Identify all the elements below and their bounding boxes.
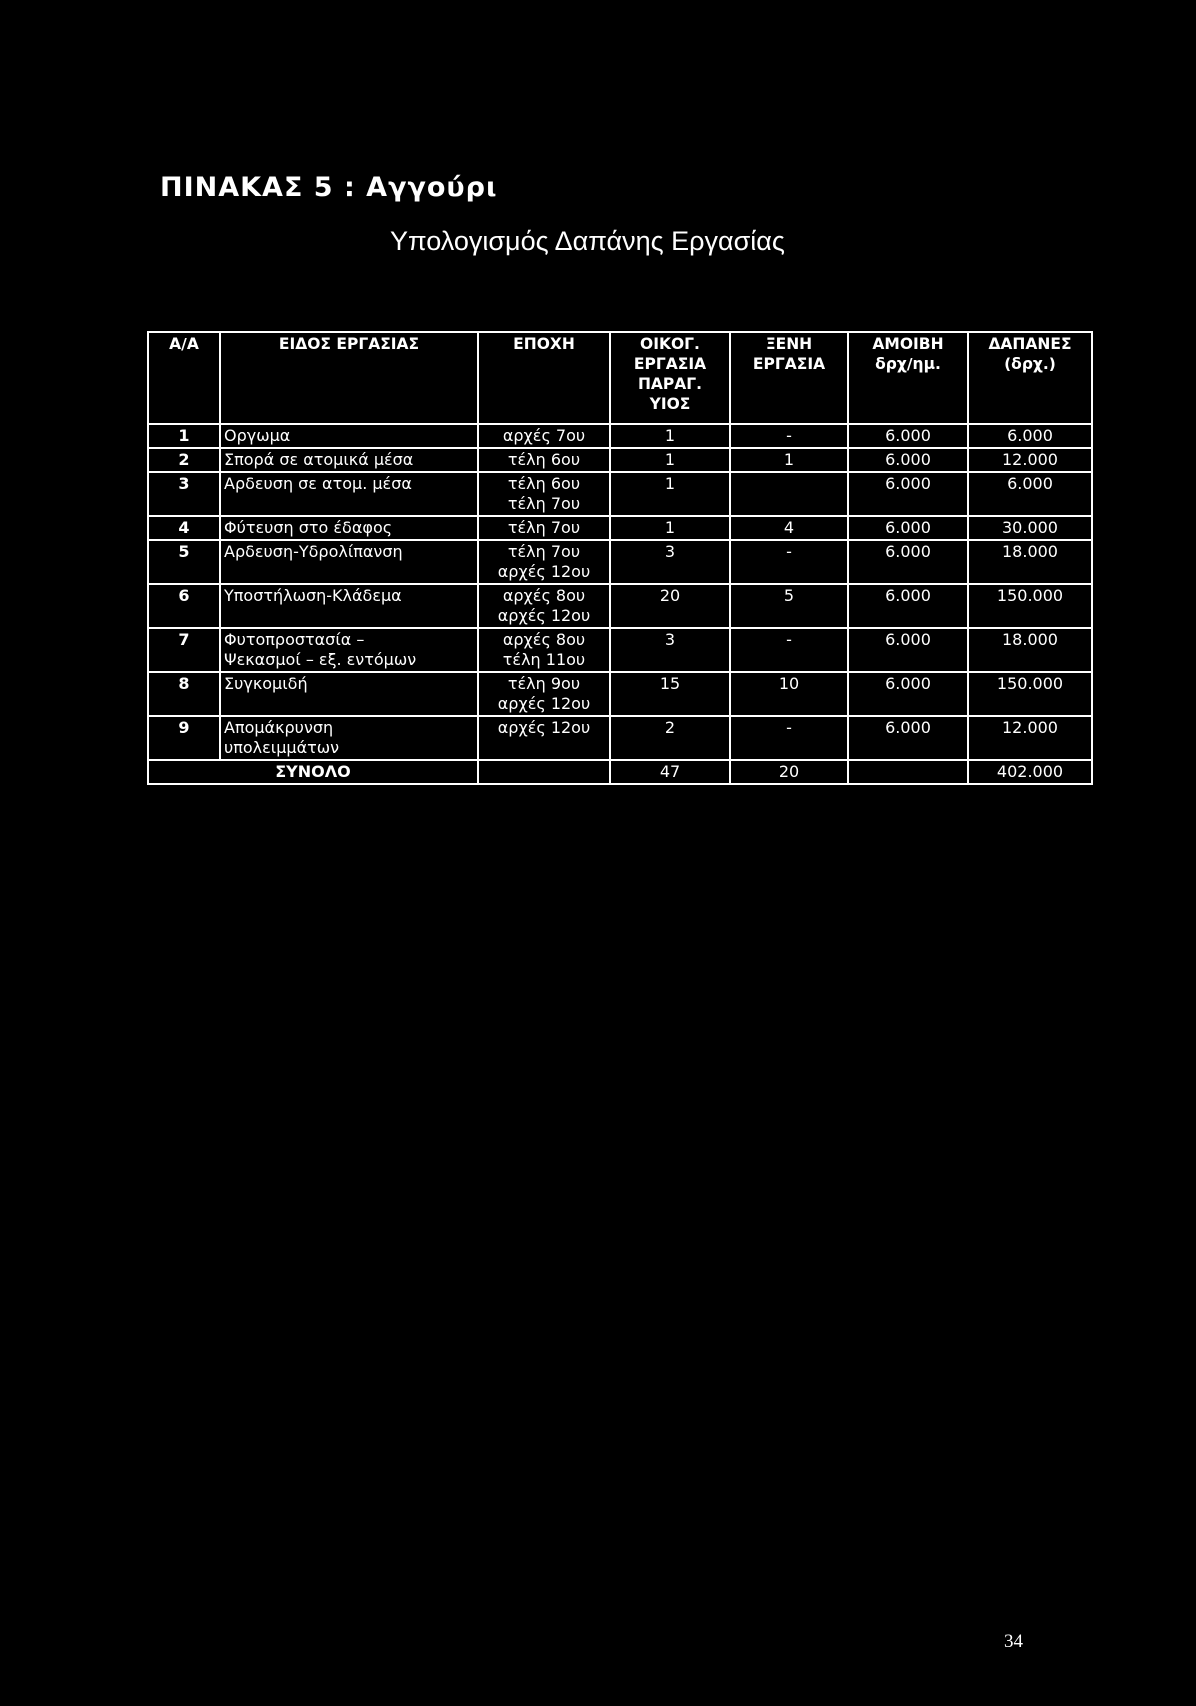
row-number: 2 [148, 448, 220, 472]
work-type-cell: Σπορά σε ατομικά μέσα [220, 448, 478, 472]
total-wage-cell [848, 760, 968, 784]
cost-cell: 6.000 [968, 472, 1092, 516]
season-cell: αρχές 7ου [478, 424, 610, 448]
header-family-work: ΟΙΚΟΓ. ΕΡΓΑΣΙΑ ΠΑΡΑΓ. ΥΙΟΣ [610, 332, 730, 424]
season-cell: τέλη 7ου [478, 516, 610, 540]
table-row [148, 628, 1092, 672]
season-cell: αρχές 8ου τέλη 11ου [478, 628, 610, 672]
work-type-cell: Απομάκρυνση υπολειμμάτων [220, 716, 478, 760]
hired-work-cell [730, 472, 848, 516]
total-family-work: 47 [610, 760, 730, 784]
cost-cell: 6.000 [968, 424, 1092, 448]
family-work-cell: 1 [610, 424, 730, 448]
total-label: ΣΥΝΟΛΟ [148, 760, 478, 784]
table-row [148, 672, 1092, 716]
family-work-cell: 3 [610, 628, 730, 672]
row-number: 7 [148, 628, 220, 672]
wage-cell: 6.000 [848, 672, 968, 716]
header-work-type: ΕΙΔΟΣ ΕΡΓΑΣΙΑΣ [220, 332, 478, 424]
season-cell: τέλη 7ου αρχές 12ου [478, 540, 610, 584]
table-row [148, 540, 1092, 584]
wage-cell: 6.000 [848, 584, 968, 628]
cost-cell: 12.000 [968, 716, 1092, 760]
hired-work-cell: 10 [730, 672, 848, 716]
wage-cell: 6.000 [848, 472, 968, 516]
family-work-cell: 1 [610, 472, 730, 516]
cost-cell: 18.000 [968, 628, 1092, 672]
wage-cell: 6.000 [848, 540, 968, 584]
cost-cell: 30.000 [968, 516, 1092, 540]
hired-work-cell: - [730, 540, 848, 584]
total-hired-work: 20 [730, 760, 848, 784]
season-cell: αρχές 12ου [478, 716, 610, 760]
labor-cost-table [147, 331, 1093, 785]
family-work-cell: 3 [610, 540, 730, 584]
header-wage: ΑΜΟΙΒΗ δρχ/ημ. [848, 332, 968, 424]
table-subtitle: Υπολογισμός Δαπάνης Εργασίας [390, 226, 785, 256]
table-row [148, 448, 1092, 472]
header-cost: ΔΑΠΑΝΕΣ (δρχ.) [968, 332, 1092, 424]
hired-work-cell: - [730, 716, 848, 760]
season-cell: τέλη 6ου τέλη 7ου [478, 472, 610, 516]
cost-cell: 12.000 [968, 448, 1092, 472]
hired-work-cell: 1 [730, 448, 848, 472]
work-type-cell: Αρδευση σε ατομ. μέσα [220, 472, 478, 516]
wage-cell: 6.000 [848, 716, 968, 760]
row-number: 8 [148, 672, 220, 716]
table-row [148, 472, 1092, 516]
hired-work-cell: - [730, 628, 848, 672]
row-number: 3 [148, 472, 220, 516]
hired-work-cell: 4 [730, 516, 848, 540]
family-work-cell: 20 [610, 584, 730, 628]
total-season-cell [478, 760, 610, 784]
wage-cell: 6.000 [848, 424, 968, 448]
cost-cell: 150.000 [968, 584, 1092, 628]
header-hired-work: ΞΕΝΗ ΕΡΓΑΣΙΑ [730, 332, 848, 424]
work-type-cell: Αρδευση-Υδρολίπανση [220, 540, 478, 584]
table-row [148, 584, 1092, 628]
table-title: ΠΙΝΑΚΑΣ 5 : Αγγούρι [160, 172, 498, 203]
table-row [148, 516, 1092, 540]
row-number: 4 [148, 516, 220, 540]
work-type-cell: Συγκομιδή [220, 672, 478, 716]
row-number: 9 [148, 716, 220, 760]
family-work-cell: 2 [610, 716, 730, 760]
hired-work-cell: - [730, 424, 848, 448]
family-work-cell: 15 [610, 672, 730, 716]
header-aa: Α/Α [148, 332, 220, 424]
work-type-cell: Οργωμα [220, 424, 478, 448]
row-number: 1 [148, 424, 220, 448]
wage-cell: 6.000 [848, 628, 968, 672]
hired-work-cell: 5 [730, 584, 848, 628]
work-type-cell: Φύτευση στο έδαφος [220, 516, 478, 540]
cost-cell: 150.000 [968, 672, 1092, 716]
header-season: ΕΠΟΧΗ [478, 332, 610, 424]
total-row [148, 760, 1092, 784]
table-row [148, 716, 1092, 760]
season-cell: αρχές 8ου αρχές 12ου [478, 584, 610, 628]
season-cell: τέλη 9ου αρχές 12ου [478, 672, 610, 716]
wage-cell: 6.000 [848, 516, 968, 540]
table-body [148, 424, 1092, 784]
cost-cell: 18.000 [968, 540, 1092, 584]
wage-cell: 6.000 [848, 448, 968, 472]
family-work-cell: 1 [610, 516, 730, 540]
season-cell: τέλη 6ου [478, 448, 610, 472]
page-number: 34 [1004, 1631, 1023, 1652]
work-type-cell: Υποστήλωση-Κλάδεμα [220, 584, 478, 628]
row-number: 6 [148, 584, 220, 628]
table-row [148, 424, 1092, 448]
table-header [148, 332, 1092, 424]
total-cost: 402.000 [968, 760, 1092, 784]
work-type-cell: Φυτοπροστασία – Ψεκασμοί – εξ. εντόμων [220, 628, 478, 672]
row-number: 5 [148, 540, 220, 584]
family-work-cell: 1 [610, 448, 730, 472]
